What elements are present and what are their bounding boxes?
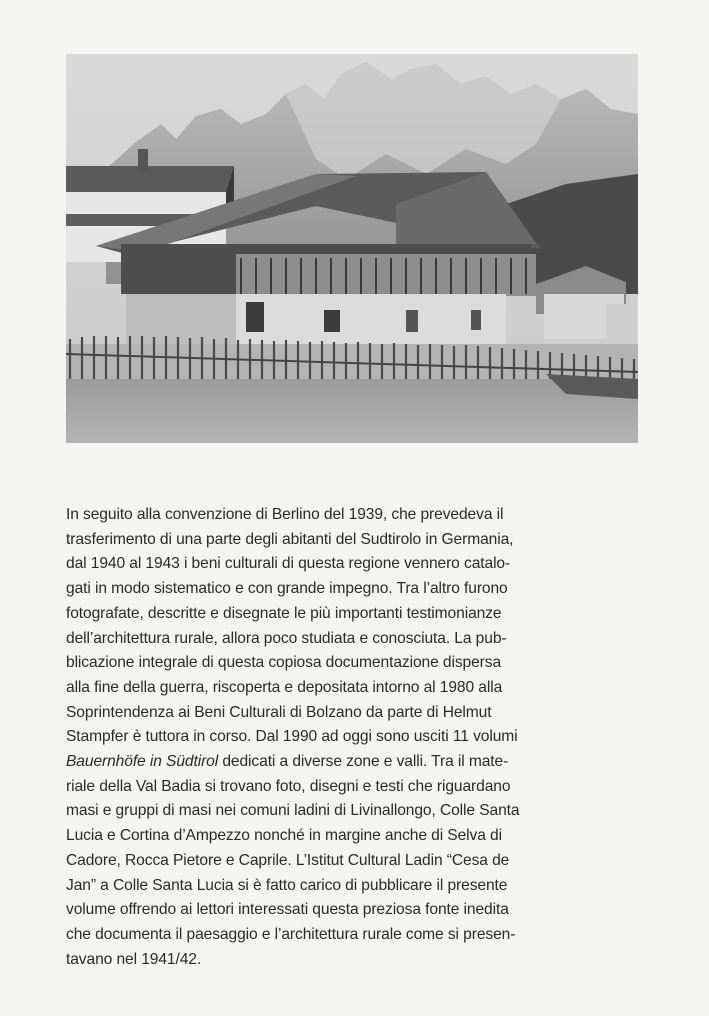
text-line: masi e gruppi di masi nei comuni ladini di Livinallongo, Colle Santa xyxy=(66,802,520,820)
text-line: trasferimento di una parte degli abitanti del Sudtirolo in Germania, xyxy=(66,530,514,548)
text-line: Lucia e Cortina d’Ampezzo nonché in margine anche di Selva di xyxy=(66,827,502,845)
text-line-with-title xyxy=(66,750,626,775)
farmhouse-photo xyxy=(66,54,638,443)
text-line: fotografate, descritte e disegnate le più importanti testimonianze xyxy=(66,604,502,622)
text-line: blicazione integrale di questa copiosa documentazione dispersa xyxy=(66,654,502,672)
text-line: Soprintendenza ai Beni Culturali di Bolzano da parte di Helmut xyxy=(66,703,492,721)
book-title: Bauernhöfe in Südtirol xyxy=(66,753,219,771)
text-line-rest: dedicati a diverse zone e valli. Tra il mate- xyxy=(218,753,509,771)
text-line: Stampfer è tuttora in corso. Dal 1990 ad oggi sono usciti 11 volumi xyxy=(66,728,518,746)
text-line: Cadore, Rocca Pietore e Caprile. L’Istitut Cultural Ladin “Cesa de xyxy=(66,851,510,869)
farmhouse-mountain-photo xyxy=(66,54,638,443)
text-line: dal 1940 al 1943 i beni culturali di questa regione vennero catalo- xyxy=(66,555,511,573)
text-line: Jan” a Colle Santa Lucia si è fatto carico di pubblicare il presente xyxy=(66,876,508,894)
text-line: alla fine della guerra, riscoperta e depositata intorno al 1980 alla xyxy=(66,678,503,696)
text-line: riale della Val Badia si trovano foto, disegni e testi che riguardano xyxy=(66,777,511,795)
text-line: In seguito alla convenzione di Berlino del 1939, che prevedeva il xyxy=(66,506,504,523)
text-line: tavano nel 1941/42. xyxy=(66,950,202,968)
text-line: che documenta il paesaggio e l’architettura rurale come si presen- xyxy=(66,925,516,943)
text-line: gati in modo sistematico e con grande impegno. Tra l’altro furono xyxy=(66,580,508,598)
text-line: volume offrendo ai lettori interessati questa preziosa fonte inedita xyxy=(66,901,509,919)
body-paragraph xyxy=(66,503,626,972)
text-line: dell’architettura rurale, allora poco studiata e conosciuta. La pub- xyxy=(66,629,507,647)
